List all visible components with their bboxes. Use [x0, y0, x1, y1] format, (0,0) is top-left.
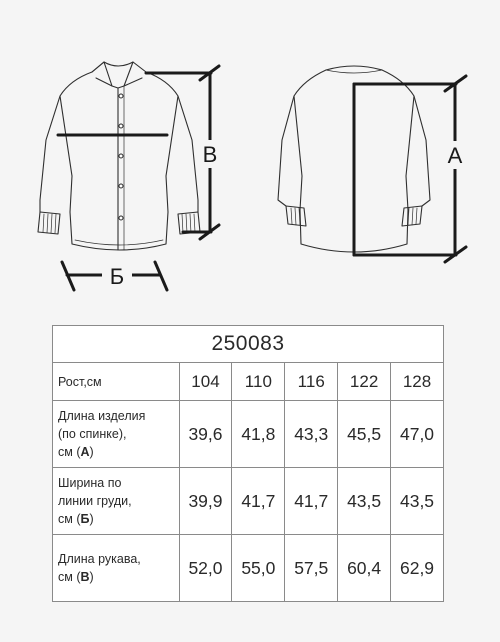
row-label-line: Длина рукава,: [58, 552, 141, 566]
row-label: [53, 468, 180, 535]
height-header-label: Рост,см: [53, 363, 180, 401]
garment-diagram: [0, 0, 500, 310]
table-row: [53, 401, 444, 468]
table-cell: 39,9: [179, 468, 232, 535]
table-cell: 57,5: [285, 535, 338, 602]
table-cell: 47,0: [391, 401, 444, 468]
table-cell: 43,5: [338, 468, 391, 535]
article-code: 250083: [53, 326, 444, 363]
measure-letter-a: А: [447, 143, 463, 168]
table-cell: 43,5: [391, 468, 444, 535]
table-cell: 39,6: [179, 401, 232, 468]
table-row: [53, 535, 444, 602]
button-icon: [119, 184, 123, 188]
row-label: [53, 535, 180, 602]
size-header: 104: [179, 363, 232, 401]
size-header: 116: [285, 363, 338, 401]
row-label-line: Ширина по: [58, 476, 122, 490]
button-icon: [119, 216, 123, 220]
size-header: 122: [338, 363, 391, 401]
front-measurement-lines: [58, 66, 219, 290]
measure-letter-v: В: [202, 142, 218, 167]
row-label-line: Длина изделия: [58, 409, 146, 423]
table-code-row: [53, 326, 444, 363]
row-label-line: (по спинке),: [58, 427, 127, 441]
table-cell: 41,7: [232, 468, 285, 535]
row-label-unit: см (В): [58, 570, 94, 584]
table-cell: 41,7: [285, 468, 338, 535]
row-label: [53, 401, 180, 468]
table-cell: 55,0: [232, 535, 285, 602]
size-header: 128: [391, 363, 444, 401]
table-header-row: [53, 363, 444, 401]
size-header: 110: [232, 363, 285, 401]
table-cell: 62,9: [391, 535, 444, 602]
button-icon: [119, 154, 123, 158]
size-table: [52, 325, 444, 602]
measure-letter-b: Б: [109, 264, 125, 289]
table-cell: 52,0: [179, 535, 232, 602]
table-cell: 43,3: [285, 401, 338, 468]
table-row: [53, 468, 444, 535]
button-icon: [119, 124, 123, 128]
row-label-line: линии груди,: [58, 494, 132, 508]
table-cell: 41,8: [232, 401, 285, 468]
row-label-unit: см (А): [58, 445, 94, 459]
button-icon: [119, 94, 123, 98]
table-cell: 45,5: [338, 401, 391, 468]
row-label-unit: см (Б): [58, 512, 94, 526]
table-cell: 60,4: [338, 535, 391, 602]
front-buttons: [119, 94, 123, 220]
